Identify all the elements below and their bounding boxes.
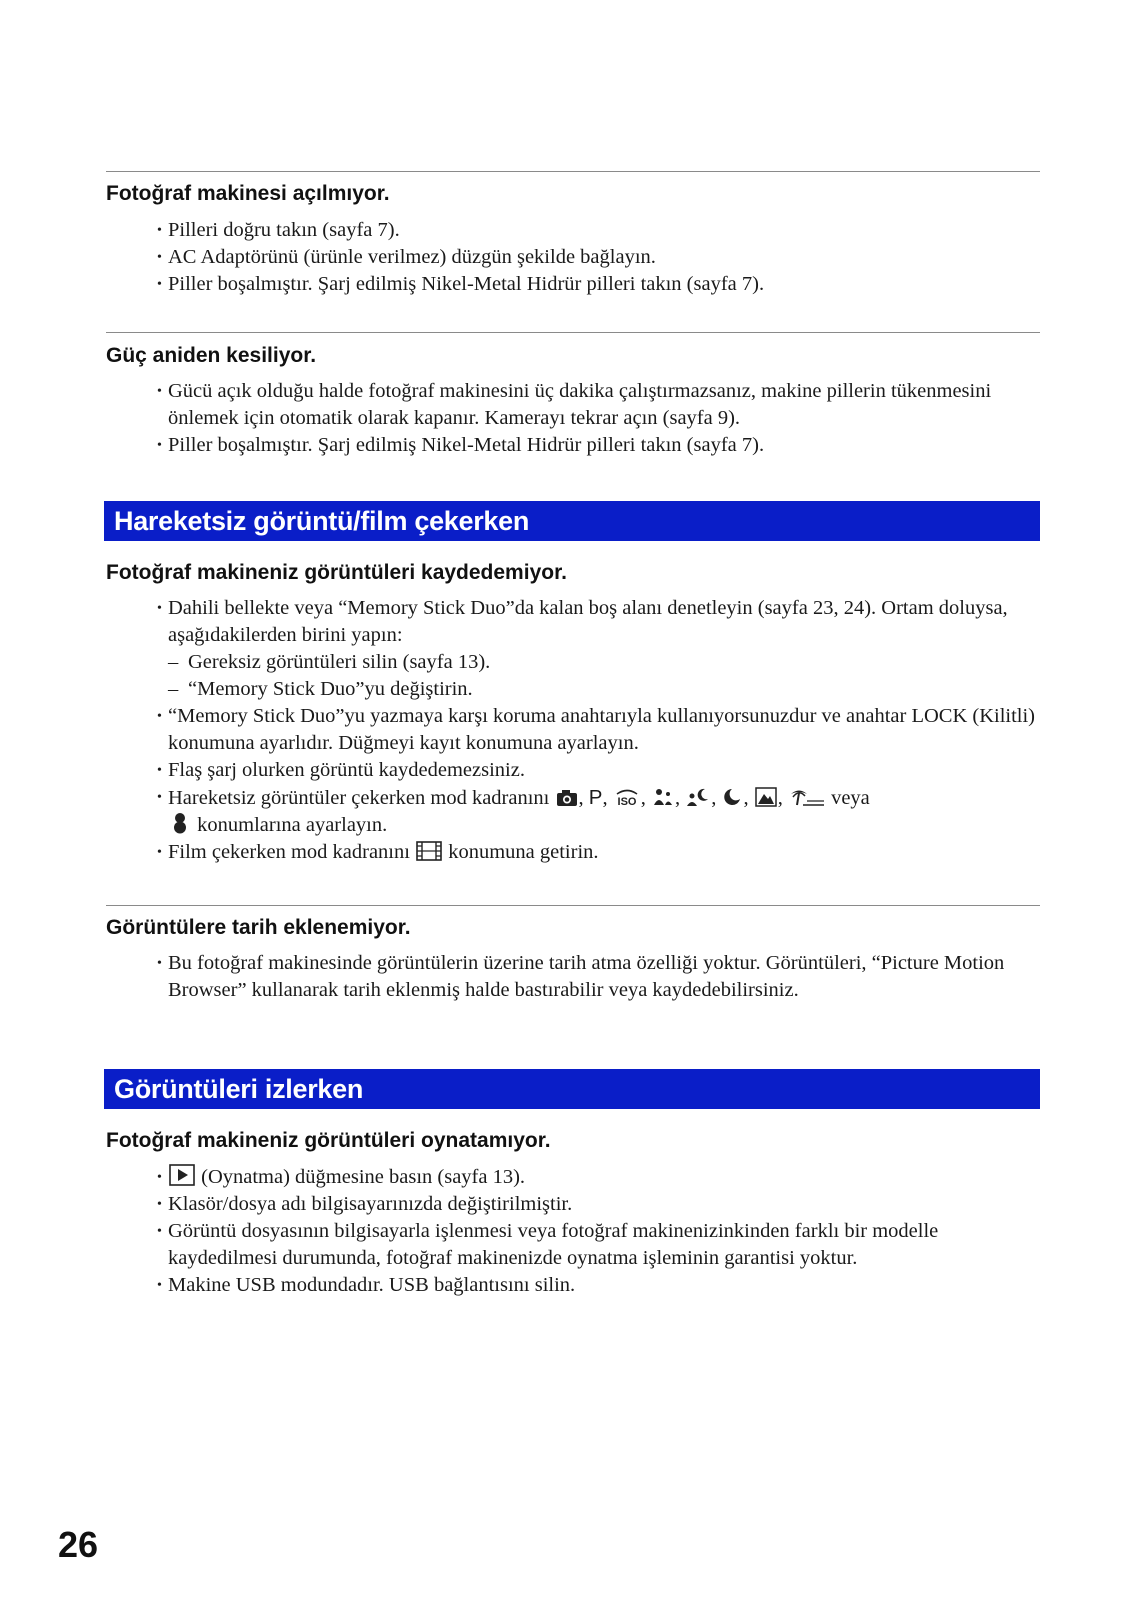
list-item: • Makine USB modundadır. USB bağlantısını silin. <box>157 1274 576 1296</box>
svg-text:ISO: ISO <box>617 796 637 807</box>
list-item: • Piller boşalmıştır. Şarj edilmiş Nikel-Metal Hidrür pilleri takın (sayfa 7). <box>157 273 765 295</box>
sub-item: – “Memory Stick Duo”yu değiştirin. <box>168 678 473 700</box>
camera-auto-icon <box>556 789 578 807</box>
list-item: • Flaş şarj olurken görüntü kaydedemezsiniz. <box>157 759 525 781</box>
list-cannot-record <box>158 595 1038 866</box>
divider <box>106 332 1040 333</box>
high-sensitivity-iso-icon <box>614 787 640 807</box>
list-item: • Bu fotoğraf makinesinde görüntülerin üzerine tarih atma özelliği yoktur. Görüntüleri, “Picture Motion Browser” kullanarak tarih eklenmiş halde bastırabilir veya kaydedebilirsiniz. <box>157 952 1005 1001</box>
list-item: • “Memory Stick Duo”yu yazmaya karşı koruma anahtarıyla kullanıyorsunuzdur ve anahtar LOCK (Kilitli) konumuna ayarlıdır. Düğmeyi kayıt konumuna ayarlayın. <box>157 705 1036 754</box>
section-title: Görüntüleri izlerken <box>114 1074 364 1104</box>
list-camera-not-on <box>158 217 1038 298</box>
snow-icon <box>169 812 191 834</box>
list-item: • Görüntü dosyasının bilgisayarla işlenmesi veya fotoğraf makinenizinkinden farklı bir modelle kaydedilmesi durumunda, fotoğraf makinenizde oynatma işleminin garantisi yoktur. <box>157 1220 939 1269</box>
soft-snap-icon <box>652 787 674 807</box>
section-banner-viewing <box>104 1069 1040 1109</box>
list-item: • Dahili bellekte veya “Memory Stick Duo”da kalan boş alanı denetleyin (sayfa 23, 24). Ortam doluysa, aşağıdakilerden birini yapın: <box>157 597 1008 646</box>
sub-item: – Gereksiz görüntüleri silin (sayfa 13). <box>168 651 491 673</box>
heading-date-not-added: Görüntülere tarih eklenemiyor. <box>106 916 411 939</box>
twilight-icon <box>722 787 742 807</box>
section-title: Hareketsiz görüntü/film çekerken <box>114 506 530 536</box>
list-power-off <box>158 378 1038 459</box>
list-item-mode-dial: • Hareketsiz görüntüler çekerken mod kadranını , P, ISO , , , , , veya konumlarına ayarlayın. <box>157 786 870 836</box>
landscape-icon <box>755 787 777 807</box>
program-p-icon: P <box>588 786 603 809</box>
divider-top <box>106 171 1040 172</box>
heading-cannot-record: Fotoğraf makineniz görüntüleri kaydedemiyor. <box>106 561 567 584</box>
beach-icon <box>789 787 825 807</box>
playback-button-icon <box>169 1164 195 1186</box>
heading-camera-not-on: Fotoğraf makinesi açılmıyor. <box>106 182 390 205</box>
list-item: • Klasör/dosya adı bilgisayarınızda değiştirilmiştir. <box>157 1193 573 1215</box>
list-date-not-added <box>158 950 1038 1004</box>
list-item: • Pilleri doğru takın (sayfa 7). <box>157 219 400 241</box>
divider <box>106 905 1040 906</box>
list-item-film: • Film çekerken mod kadranını konumuna getirin. <box>157 841 599 863</box>
list-item: • (Oynatma) düğmesine basın (sayfa 13). <box>157 1166 526 1188</box>
movie-icon <box>416 841 442 861</box>
list-item: • Gücü açık olduğu halde fotoğraf makinesini üç dakika çalıştırmazsanız, makine pillerin tükenmesini önlemek için otomatik olarak kapanır. Kamerayı tekrar açın (sayfa 9). <box>157 380 992 429</box>
heading-power-off: Güç aniden kesiliyor. <box>106 344 317 367</box>
section-banner-shooting <box>104 501 1040 541</box>
list-item: • Piller boşalmıştır. Şarj edilmiş Nikel-Metal Hidrür pilleri takın (sayfa 7). <box>157 434 765 456</box>
heading-cannot-play: Fotoğraf makineniz görüntüleri oynatamıyor. <box>106 1129 551 1152</box>
list-item: • AC Adaptörünü (ürünle verilmez) düzgün şekilde bağlayın. <box>157 246 656 268</box>
twilight-portrait-icon <box>686 787 710 807</box>
page-number: 26 <box>58 1524 99 1565</box>
list-cannot-play <box>158 1164 1038 1299</box>
